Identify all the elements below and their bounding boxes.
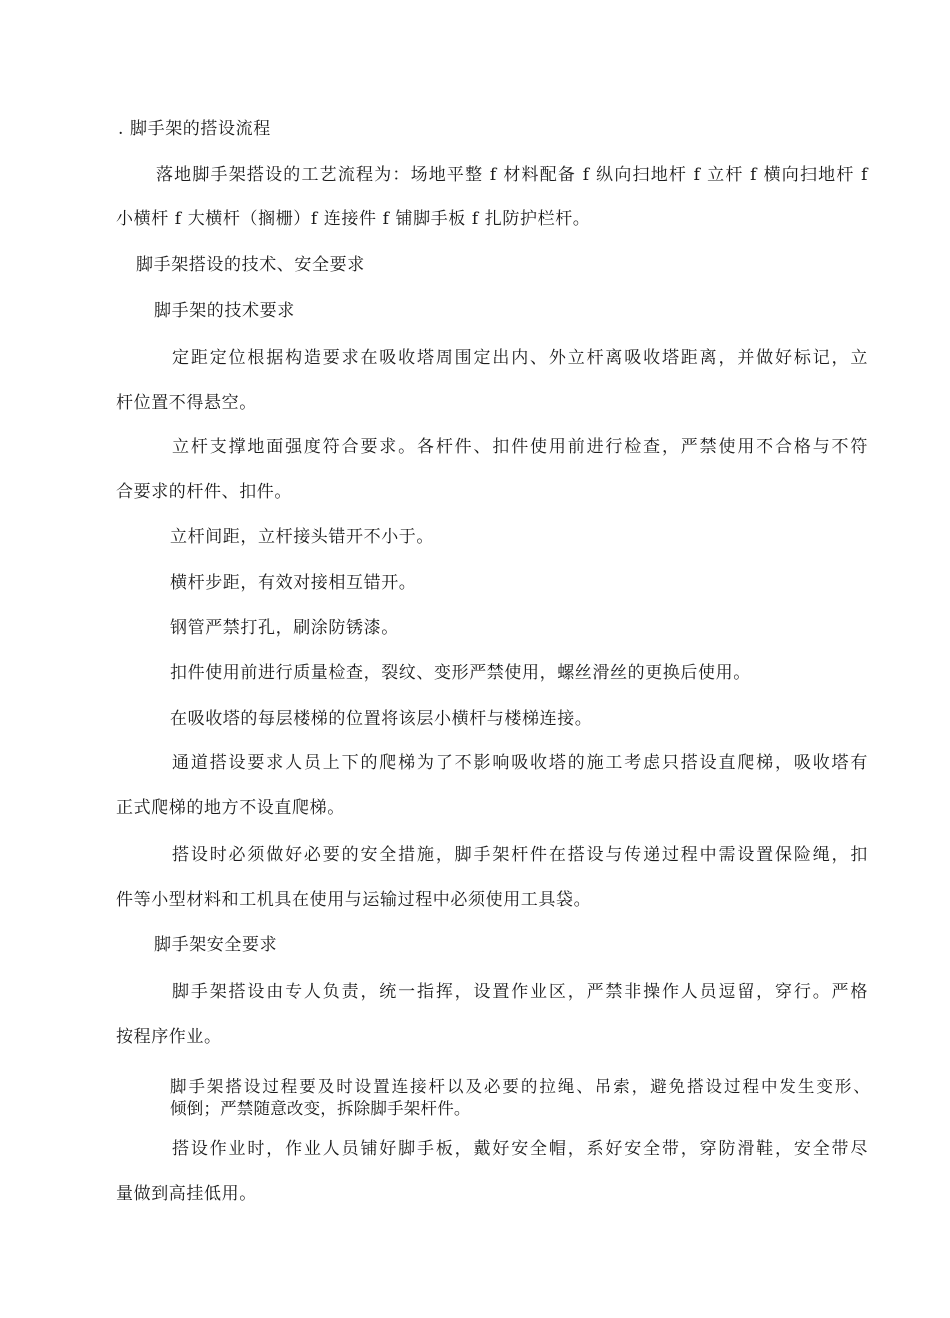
tech-item-9-line-2: 件等小型材料和工机具在使用与运输过程中必须使用工具袋。 — [116, 890, 592, 910]
tech-item-7: 在吸收塔的每层楼梯的位置将该层小横杆与楼梯连接。 — [170, 709, 593, 729]
heading-tech: 脚手架的技术要求 — [154, 301, 295, 321]
safety-item-2-line-2: 倾倒；严禁随意改变，拆除脚手架杆件。 — [170, 1099, 471, 1118]
safety-item-3-line-2: 量做到高挂低用。 — [116, 1184, 257, 1204]
tech-item-5: 钢管严禁打孔，刷涂防锈漆。 — [170, 618, 399, 638]
tech-item-4: 横杆步距，有效对接相互错开。 — [170, 573, 417, 593]
safety-item-2-line-1: 脚手架搭设过程要及时设置连接杆以及必要的拉绳、吊索，避免搭设过程中发生变形、 — [170, 1077, 870, 1096]
process-line-1: 落地脚手架搭设的工艺流程为：场地平整 f 材料配备 f 纵向扫地杆 f 立杆 f 横向扫地杆 f — [156, 165, 868, 185]
tech-item-3: 立杆间距，立杆接头错开不小于。 — [170, 527, 434, 547]
safety-item-3-line-1: 搭设作业时，作业人员铺好脚手板，戴好安全帽，系好安全带，穿防滑鞋，安全带尽 — [172, 1139, 868, 1159]
safety-item-1-line-1: 脚手架搭设由专人负责，统一指挥，设置作业区，严禁非操作人员逗留，穿行。严格 — [172, 982, 868, 1002]
tech-item-8-line-1: 通道搭设要求人员上下的爬梯为了不影响吸收塔的施工考虑只搭设直爬梯，吸收塔有 — [172, 753, 868, 773]
heading-safety: 脚手架安全要求 — [154, 935, 278, 955]
heading-tech-safety: 脚手架搭设的技术、安全要求 — [136, 255, 365, 275]
tech-item-2-line-1: 立杆支撑地面强度符合要求。各杆件、扣件使用前进行检查，严禁使用不合格与不符 — [172, 437, 868, 457]
tech-item-1-line-2: 杆位置不得悬空。 — [116, 393, 257, 413]
safety-item-1-line-2: 按程序作业。 — [116, 1027, 222, 1047]
section-title: . 脚手架的搭设流程 — [118, 119, 271, 139]
tech-item-9-line-1: 搭设时必须做好必要的安全措施，脚手架杆件在搭设与传递过程中需设置保险绳，扣 — [172, 845, 868, 865]
process-line-2: 小横杆 f 大横杆（搁栅）f 连接件 f 铺脚手板 f 扎防护栏杆。 — [116, 209, 591, 229]
tech-item-1-line-1: 定距定位根据构造要求在吸收塔周围定出内、外立杆离吸收塔距离，并做好标记，立 — [172, 348, 868, 368]
tech-item-2-line-2: 合要求的杆件、扣件。 — [116, 482, 292, 502]
tech-item-6: 扣件使用前进行质量检查，裂纹、变形严禁使用，螺丝滑丝的更换后使用。 — [170, 663, 751, 683]
tech-item-8-line-2: 正式爬梯的地方不设直爬梯。 — [116, 798, 345, 818]
